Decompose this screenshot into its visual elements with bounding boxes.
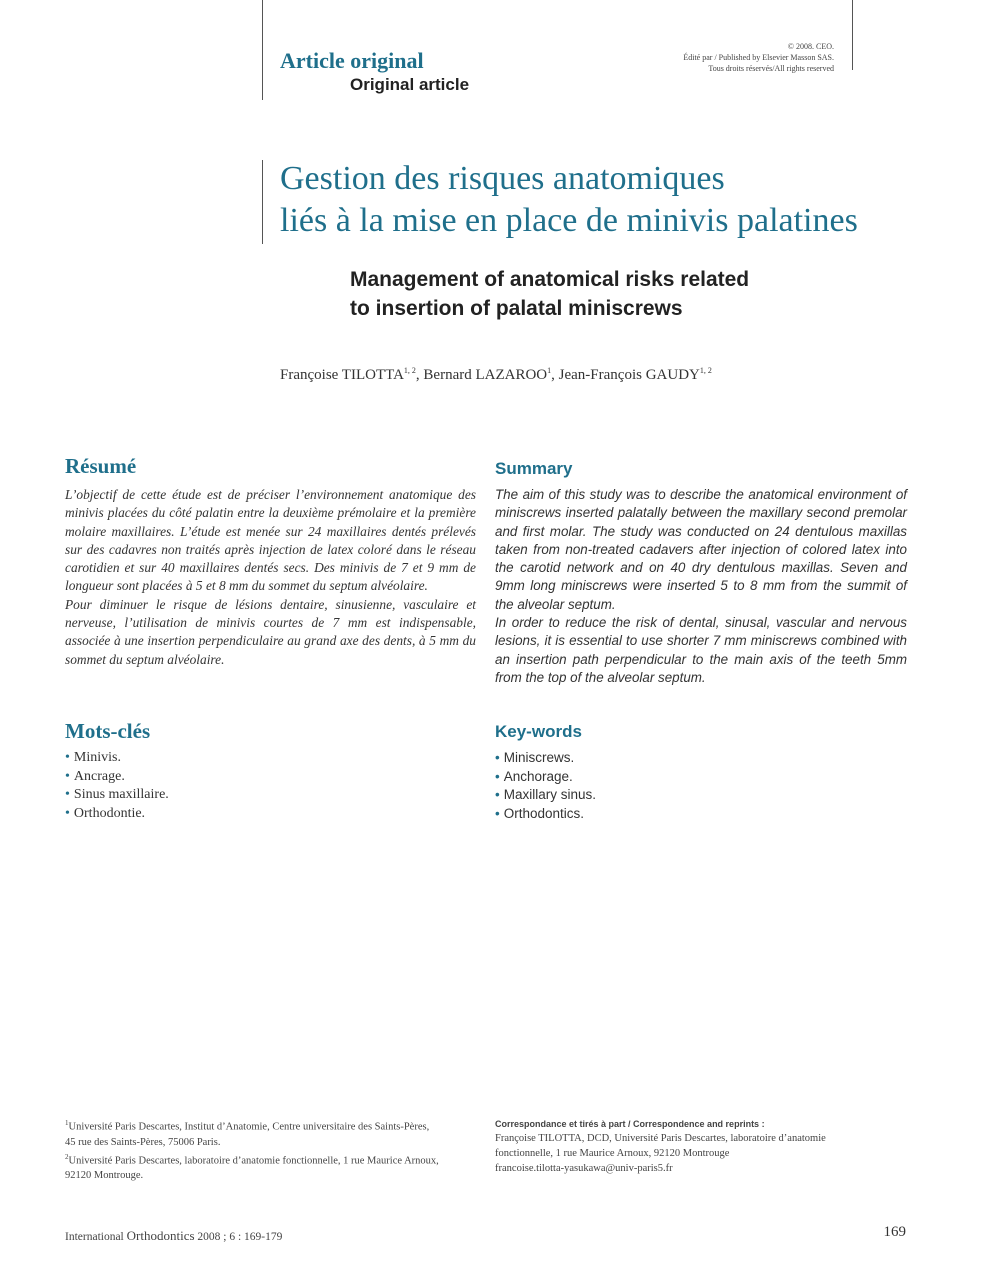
author-name: Jean-François GAUDY (558, 367, 700, 383)
author-list (280, 366, 712, 384)
affiliation-line: 45 rue des Saints-Pères, 75006 Paris. (65, 1136, 221, 1148)
summary-paragraph: The aim of this study was to describe the anatomical environment of miniscrews inserted palatally between the maxillary second premolar and first molar. The study was conducted on 24 dentulous maxillas taken from non-treated cadavers after injection of colored latex into the carotid network and on 40 dry dentulous maxillas. Seven and 9mm long miniscrews were inserted 5 to 8 mm from the summit of the alveolar septum. (495, 487, 907, 612)
list-item: • Orthodontics. (495, 805, 596, 824)
affiliation-line: 92120 Montrouge. (65, 1170, 144, 1181)
title-en (350, 265, 749, 323)
resume-body (65, 486, 476, 669)
summary-paragraph: In order to reduce the risk of dental, sinusal, vascular and nervous lesions, it is essential to use shorter 7 mm miniscrews combined with an insertion path perpendicular to the main axis of the teeth 5mm from the top of the alveolar septum. (495, 615, 907, 685)
affiliation-line: Université Paris Descartes, laboratoire d’anatomie fonctionnelle, 1 rue Maurice Arnoux, (68, 1155, 439, 1166)
key-words-list (495, 749, 596, 823)
summary-heading: Summary (495, 459, 573, 478)
page-number: 169 (883, 1224, 906, 1240)
title-fr-line: liés à la mise en place de minivis palatines (280, 202, 858, 239)
resume-paragraph: L’objectif de cette étude est de préciser l’environnement anatomique des minivis placées du côté palatin entre la deuxième prémolaire et la première molaire maxillaires. L’étude est menée sur 24 maxillaires dentés prélevés sur des cadavres non traités après injection de latex coloré dans le réseau carotidien et sur 40 maxillaires dentés secs. Des minivis de 7 et 9 mm de longueur sont placées à 5 et 8 mm du sommet du septum alvéolaire. (65, 487, 476, 594)
journal-name-a: International (65, 1231, 127, 1243)
mots-cles-heading: Mots-clés (65, 719, 151, 743)
list-item: • Minivis. (65, 749, 169, 768)
author-name: Bernard LAZAROO (423, 367, 548, 383)
header-rule-right (852, 0, 853, 70)
affiliations (65, 1116, 485, 1183)
key-words-heading: Key-words (495, 722, 582, 741)
author-sep: , (551, 367, 559, 383)
author-affil: 1, 2 (699, 366, 712, 375)
copyright-block (683, 41, 834, 74)
summary-body (495, 486, 907, 687)
title-fr (280, 158, 858, 242)
resume-heading: Résumé (65, 454, 137, 478)
section-label-en: Original article (350, 75, 470, 94)
journal-issue: 2008 ; 6 : 169-179 (194, 1231, 283, 1243)
author-affil: 1 (547, 366, 552, 375)
author-sep: , (415, 367, 424, 383)
resume-paragraph: Pour diminuer le risque de lésions dentaire, sinusienne, vasculaire et nerveuse, l’utilisation de minivis courtes de 7 mm est indispensable, associée à une insertion perpendiculaire au grand axe des dents, à 5 mm du sommet du septum alvéolaire. (65, 596, 476, 667)
list-item: • Sinus maxillaire. (65, 786, 169, 805)
copyright-line: Tous droits réservés/All rights reserved (708, 64, 834, 73)
affiliation (65, 1150, 485, 1169)
list-item: • Maxillary sinus. (495, 786, 596, 805)
affiliation-num: 2 (65, 1152, 69, 1161)
title-en-line: Management of anatomical risks related (350, 268, 750, 291)
title-fr-line: Gestion des risques anatomiques (280, 160, 725, 197)
author-name: Françoise TILOTTA (280, 367, 404, 383)
title-en-line: to insertion of palatal miniscrews (350, 297, 683, 320)
title-rule (262, 160, 263, 244)
header-rule-left (262, 0, 263, 100)
affiliation (65, 1116, 485, 1135)
correspondence-email: francoise.tilotta-yasukawa@univ-paris5.fr (495, 1163, 673, 1174)
list-item: • Ancrage. (65, 768, 169, 787)
mots-cles-list (65, 749, 169, 823)
affiliation-num: 1 (65, 1119, 69, 1127)
affiliation-line: Université Paris Descartes, Institut d’Anatomie, Centre universitaire des Saints-Pères, (68, 1121, 430, 1133)
correspondence-line: Françoise TILOTTA, DCD, Université Paris Descartes, laboratoire d’anatomie (495, 1133, 826, 1144)
list-item: • Orthodontie. (65, 805, 169, 824)
author-affil: 1, 2 (403, 366, 416, 375)
list-item: • Anchorage. (495, 768, 596, 787)
journal-citation (65, 1228, 282, 1244)
section-label-fr: Article original (280, 48, 424, 73)
copyright-line: Édité par / Published by Elsevier Masson SAS. (683, 53, 834, 62)
correspondence (495, 1117, 895, 1176)
list-item: • Miniscrews. (495, 749, 596, 768)
copyright-line: © 2008. CEO. (787, 42, 834, 51)
correspondence-heading: Correspondance et tirés à part / Correspondence and reprints : (495, 1119, 765, 1129)
correspondence-line: fonctionnelle, 1 rue Maurice Arnoux, 92120 Montrouge (495, 1148, 730, 1159)
journal-name-b: Orthodontics (126, 1228, 195, 1243)
